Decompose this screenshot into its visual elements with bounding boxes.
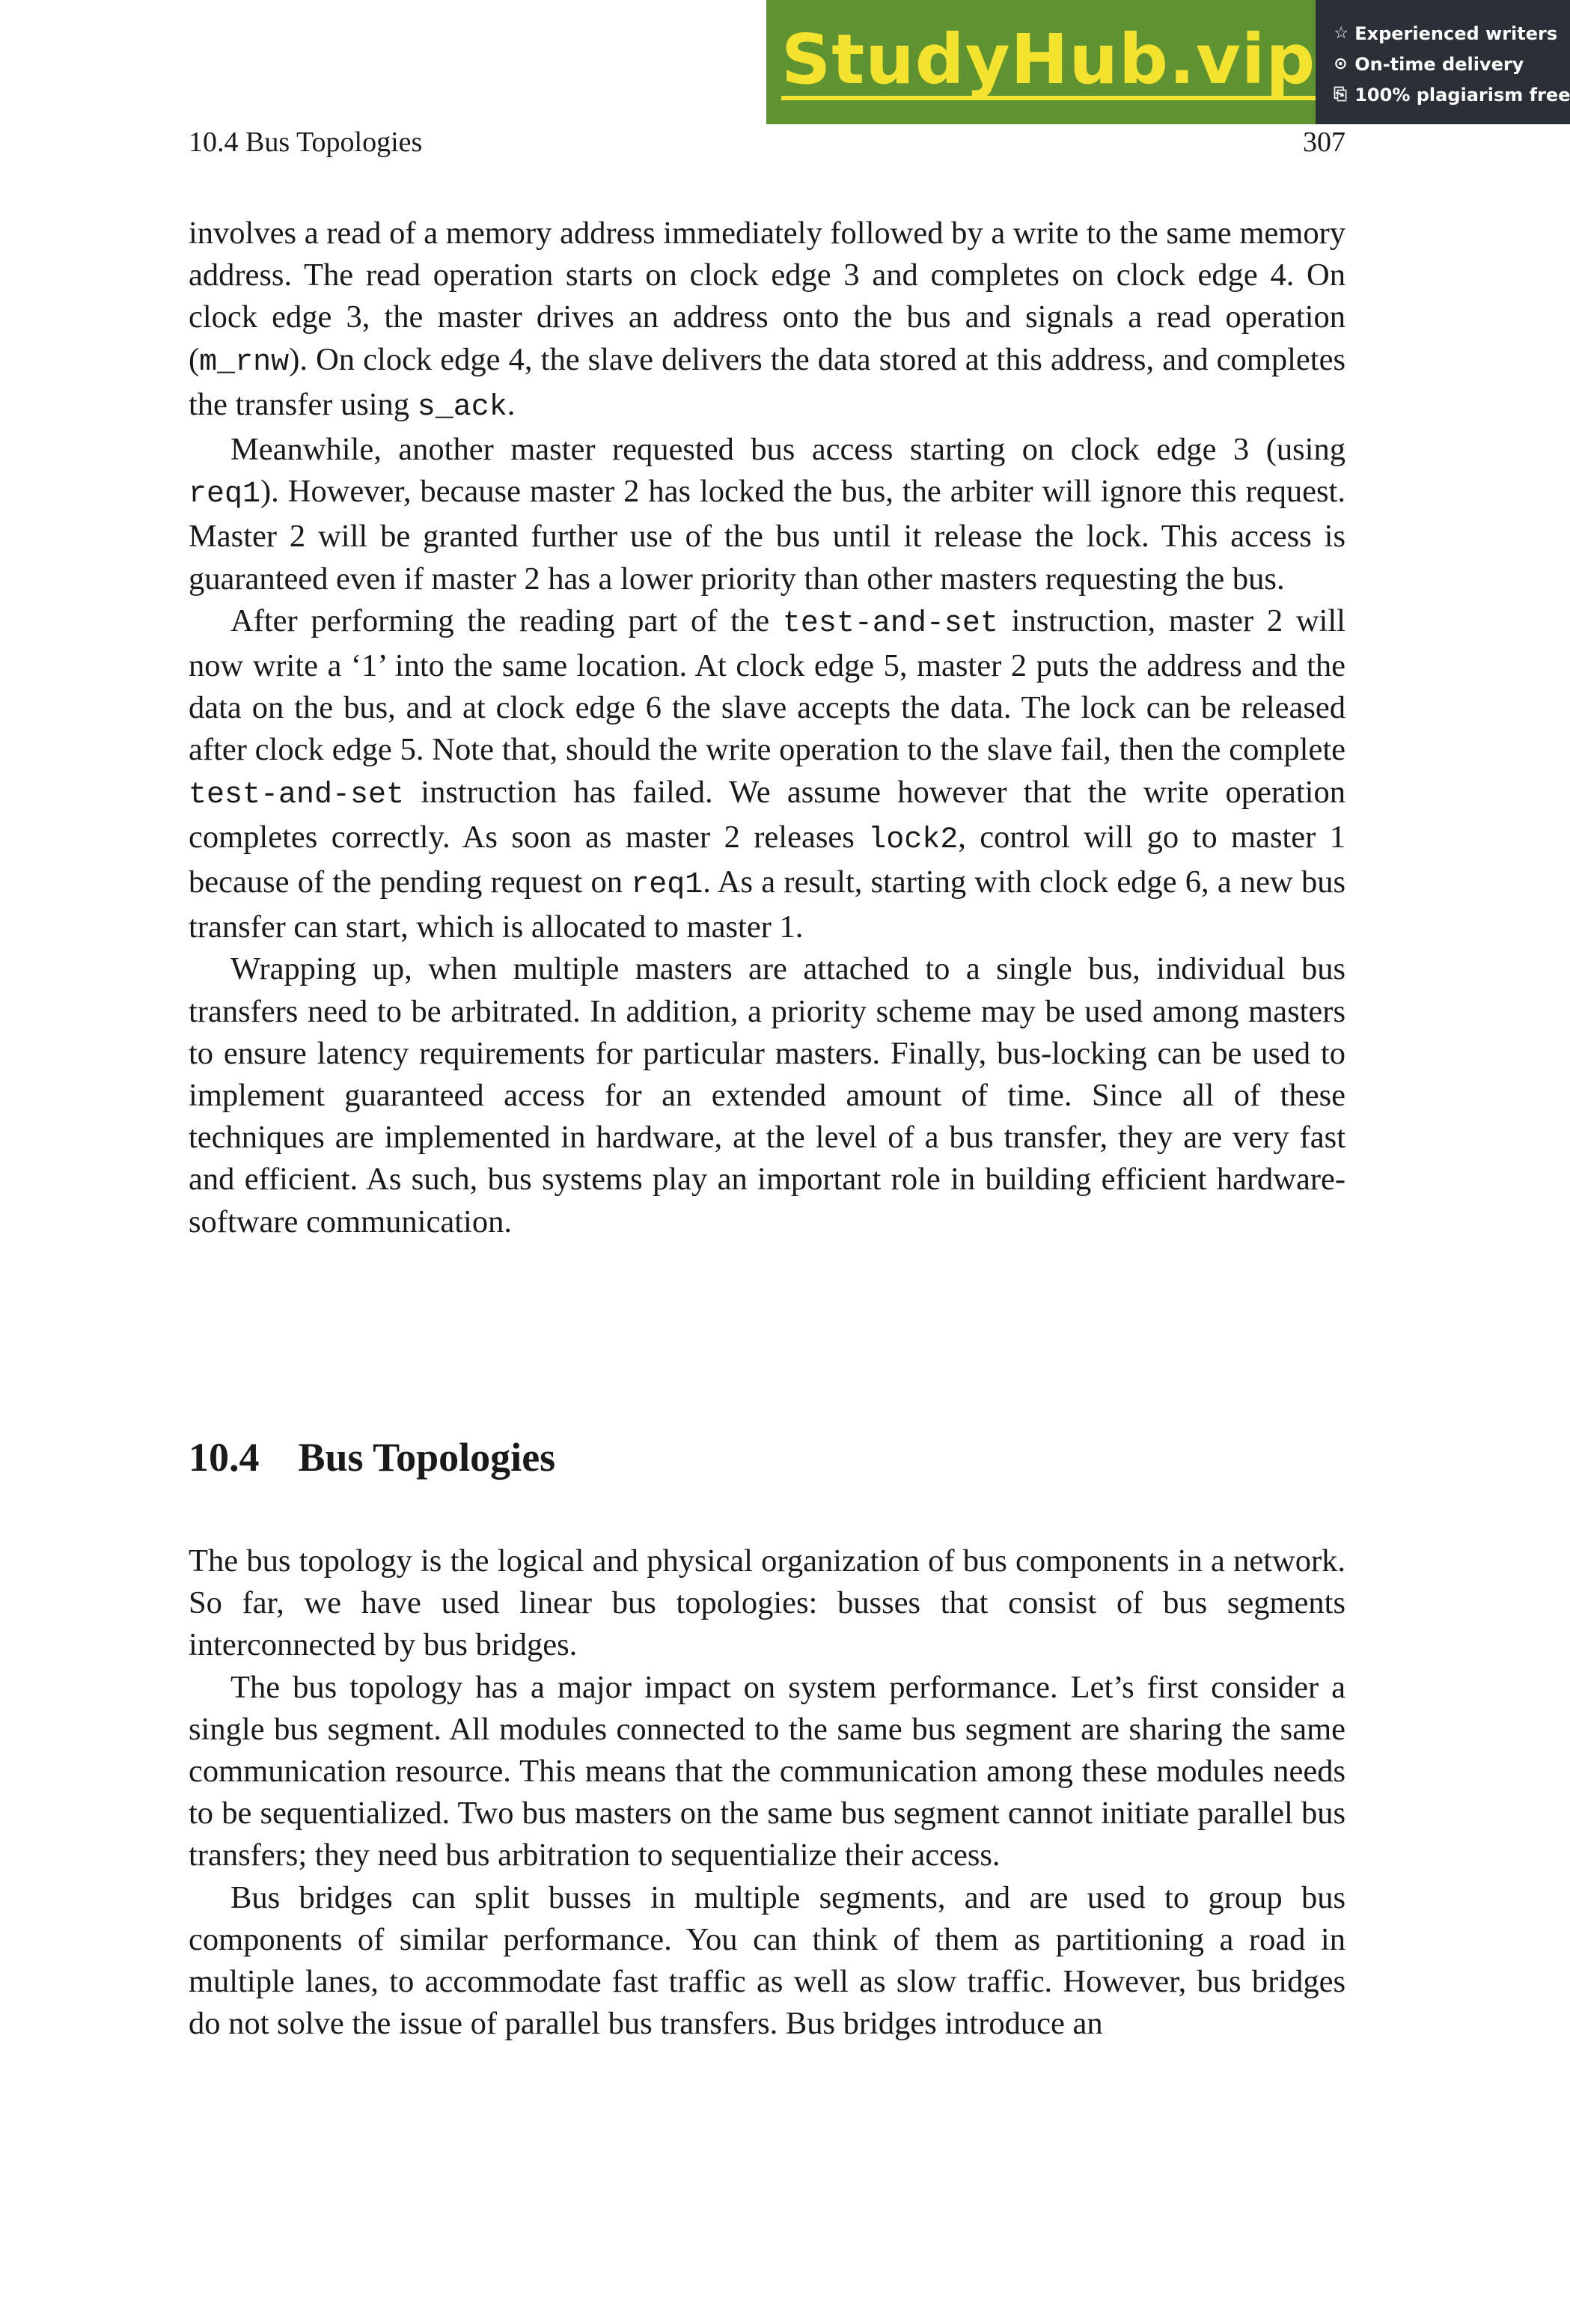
paragraph-3 <box>189 600 1346 949</box>
paragraph-1 <box>189 213 1346 429</box>
running-head-section: 10.4 Bus Topologies <box>189 126 423 158</box>
studyhub-logo[interactable] <box>766 0 1316 124</box>
code-req1: req1 <box>189 478 261 512</box>
perk-label: Experienced writers <box>1354 22 1558 44</box>
code-lock2: lock2 <box>868 823 959 857</box>
text-run: instruction has failed. We assume however that the write operation completes correctly. As soon as master 2 releases <box>189 774 1346 855</box>
text-run: ). On clock edge 4, the slave delivers the data stored at this address, and completes the transfer using <box>189 341 1346 422</box>
document-check-icon: ⎘ <box>1334 85 1347 104</box>
perk-plagiarism-free <box>1334 79 1570 110</box>
code-test-and-set: test-and-set <box>782 606 998 641</box>
text-run: After performing the reading part of the <box>230 603 783 638</box>
section-heading <box>189 1434 555 1480</box>
paragraph-5: The bus topology is the logical and physical organization of bus components in a network. So far, we have used linear bus topologies: busses that consist of bus segments interconnected by bus bridges. <box>189 1543 1346 1663</box>
body-text-top <box>189 213 1346 1243</box>
text-run: involves a read of a memory address immediately followed by a write to the same memory address. The read operation starts on clock edge 3 and completes on clock edge 4. On clock edge 3, the master drives an address onto the bus and signals a read operation ( <box>189 216 1346 377</box>
section-title: Bus Topologies <box>298 1435 556 1480</box>
studyhub-banner[interactable] <box>766 0 1570 124</box>
paragraph-2 <box>189 429 1346 600</box>
clock-icon: ⊙ <box>1334 55 1348 73</box>
running-head <box>189 126 1346 156</box>
text-run: instruction, master 2 will now write a ‘1’ into the same location. At clock edge 5, master 2 puts the address and the data on the bus, and at clock edge 6 the slave accepts the data. The lock can be released after clock edge 5. Note that, should the write operation to the slave fail, then the complete <box>189 603 1346 768</box>
studyhub-logo-text: StudyHub.vip <box>781 19 1316 100</box>
code-s-ack: s_ack <box>417 390 507 424</box>
perk-on-time-delivery <box>1334 49 1570 79</box>
perk-label: On-time delivery <box>1354 53 1524 75</box>
code-m-rnw: m_rnw <box>199 345 290 379</box>
text-run: , control will go to master 1 because of the pending request on <box>189 819 1346 900</box>
page-number: 307 <box>1303 126 1346 158</box>
code-req1: req1 <box>631 868 703 903</box>
perk-label: 100% plagiarism free <box>1354 84 1570 106</box>
perks-list <box>1316 0 1570 124</box>
text-run: . <box>507 386 516 422</box>
paragraph-4: Wrapping up, when multiple masters are attached to a single bus, individual bus transfers need to be arbitrated. In addition, a priority scheme may be used among masters to ensure latency requirements for particular masters. Finally, bus-locking can be used to implement guaranteed access for an extended amount of time. Since all of these techniques are implemented in hardware, at the level of a bus transfer, they are very fast and efficient. As such, bus systems play an important role in building efficient hardware-software communication. <box>189 951 1346 1239</box>
text-run: Meanwhile, another master requested bus access starting on clock edge 3 (using <box>230 432 1346 468</box>
section-number: 10.4 <box>189 1435 260 1480</box>
paragraph-6: The bus topology has a major impact on system performance. Let’s first consider a single bus segment. All modules connected to the same bus segment are sharing the same communication resource. This means that the communication among these modules needs to be sequentialized. Two bus masters on the same bus segment cannot initiate parallel bus transfers; they need bus arbitration to sequentialize their access. <box>189 1669 1346 1873</box>
text-run: . As a result, starting with clock edge 6, a new bus transfer can start, which is allocated to master 1. <box>189 864 1346 945</box>
star-icon: ☆ <box>1334 24 1348 43</box>
perk-experienced-writers <box>1334 18 1570 49</box>
code-test-and-set: test-and-set <box>189 778 405 812</box>
paragraph-7: Bus bridges can split busses in multiple segments, and are used to group bus components of similar performance. You can think of them as partitioning a road in multiple lanes, to accommodate fast traffic as well as slow traffic. However, bus bridges do not solve the issue of parallel bus transfers. Bus bridges introduce an <box>189 1879 1346 2042</box>
body-text-section <box>189 1540 1346 2045</box>
text-run: ). However, because master 2 has locked the bus, the arbiter will ignore this request. Master 2 will be granted further use of the bus until it release the lock. This access is guaranteed even if master 2 has a lower priority than other masters requesting the bus. <box>189 474 1346 597</box>
